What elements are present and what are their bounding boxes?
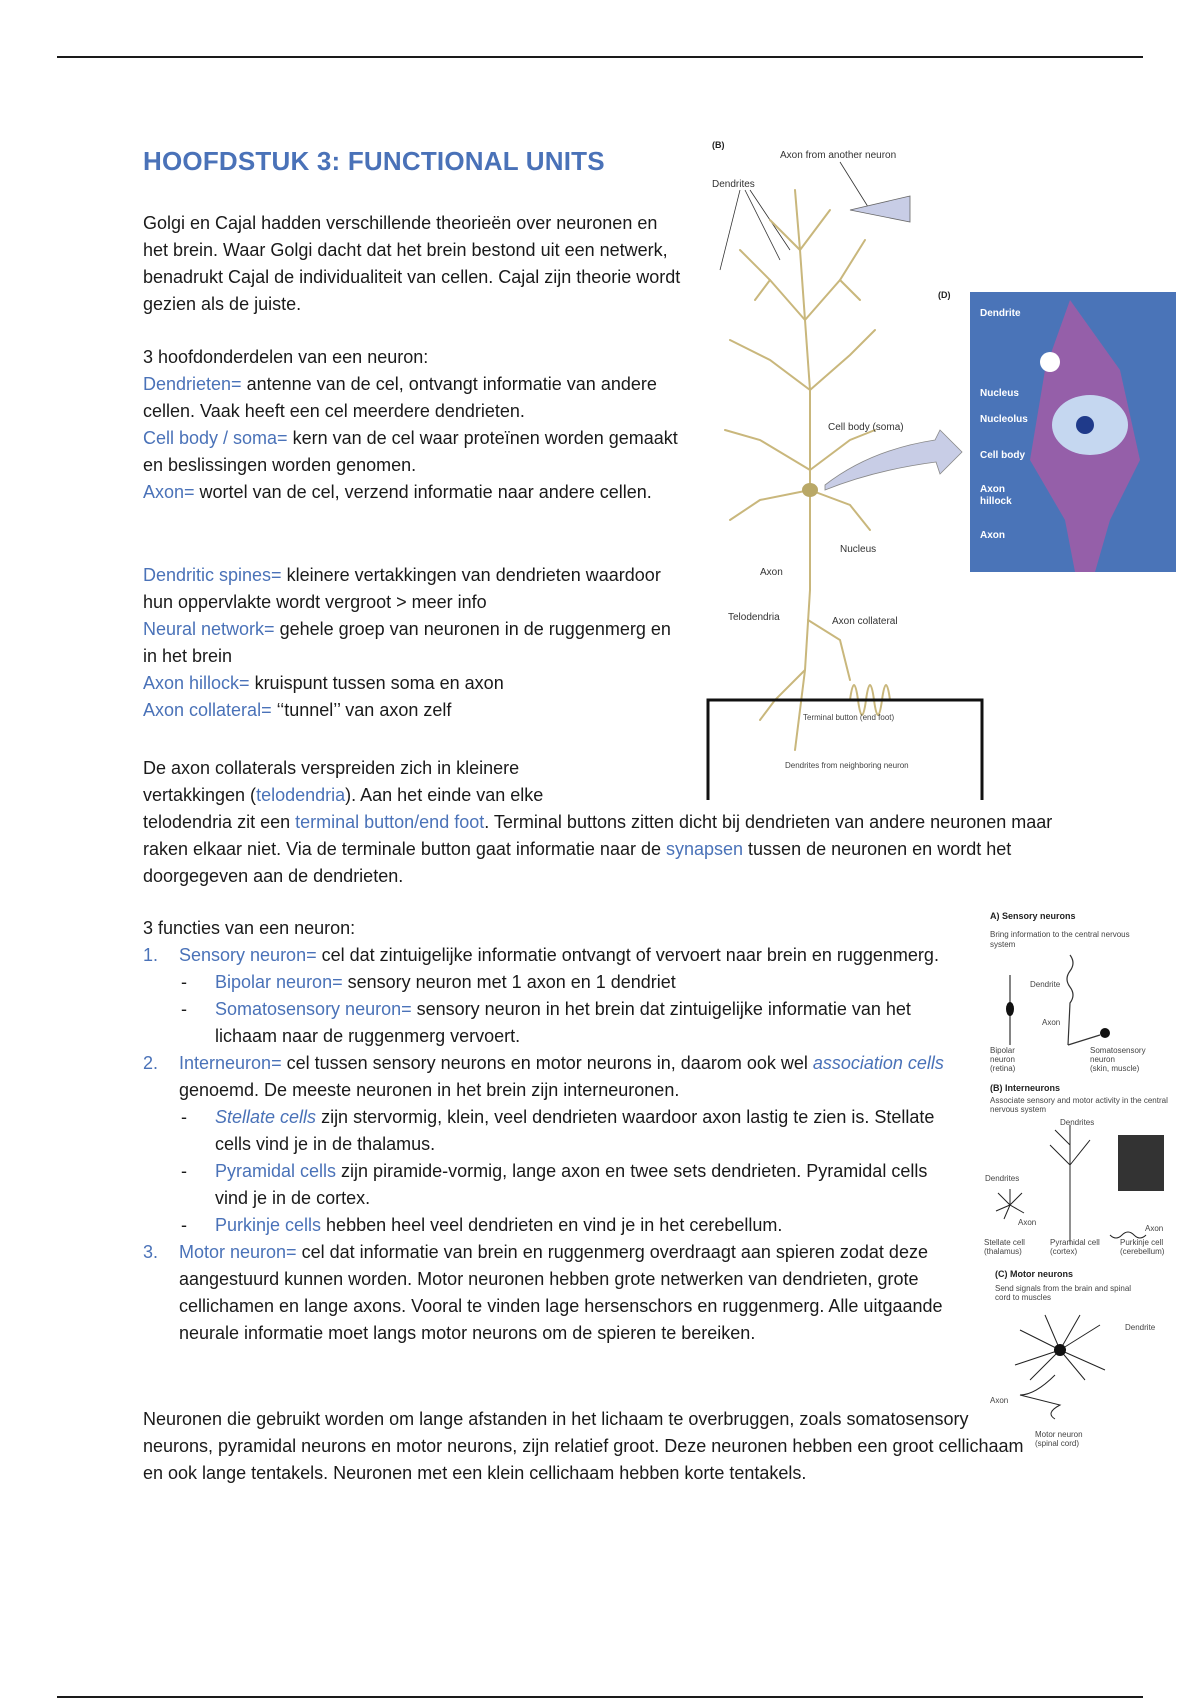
label-d-cell-body: Cell body xyxy=(980,450,1026,461)
vacuole-circle xyxy=(1040,352,1060,372)
panel-d-label: (D) xyxy=(938,290,951,300)
sub-item-bipolar xyxy=(143,969,963,996)
term-axon-collateral xyxy=(143,697,683,724)
label-motor-2: (spinal cord) xyxy=(1035,1439,1080,1448)
term-text: hebben heel veel dendrieten en vind je in het cerebellum. xyxy=(321,1215,783,1235)
zoom-arrow xyxy=(825,430,962,490)
label-pyramidal-1: Pyramidal cell xyxy=(1050,1238,1100,1247)
term-label: Bipolar neuron= xyxy=(215,972,343,992)
synapsen-term: synapsen xyxy=(665,839,744,859)
neuron-types-figure xyxy=(960,905,1180,1465)
bullet-dash: - xyxy=(181,999,187,1019)
motor-soma xyxy=(1054,1344,1066,1356)
label-c-sub-2: cord to muscles xyxy=(995,1293,1052,1302)
somatosensory-soma xyxy=(1100,1028,1110,1038)
label-bipolar-3: (retina) xyxy=(990,1064,1016,1073)
label-c-dendrite: Dendrite xyxy=(1125,1323,1156,1332)
term-label: Pyramidal cells xyxy=(215,1161,337,1181)
list-number: 3. xyxy=(143,1242,159,1262)
term-text: cel tussen sensory neurons en motor neurons in, daarom ook wel xyxy=(281,1053,813,1073)
label-a-axon: Axon xyxy=(1042,1018,1061,1027)
term-text: sensory neuron met 1 axon en 1 dendriet xyxy=(342,972,676,992)
term-label: Somatosensory neuron= xyxy=(215,999,412,1019)
list-item-sensory xyxy=(143,942,963,969)
label-motor-1: Motor neuron xyxy=(1035,1430,1083,1439)
term-label: Motor neuron= xyxy=(179,1242,297,1262)
label-purkinje-1: Purkinje cell xyxy=(1120,1238,1164,1247)
sub-item-pyramidal xyxy=(143,1158,963,1212)
term-label: Axon hillock= xyxy=(143,673,250,693)
term-text: ‘‘tunnel’’ van axon zelf xyxy=(271,700,452,720)
term-text: antenne van de cel, ontvangt informatie van andere cellen. Vaak heeft een cel meerdere dendrieten. xyxy=(143,374,657,421)
label-b-sub-1: Associate sensory and motor activity in the central xyxy=(990,1096,1168,1105)
label-a-sub-1: Bring information to the central nervous xyxy=(990,930,1130,939)
label-d-nucleus: Nucleus xyxy=(980,388,1019,399)
label-d-axon: Axon xyxy=(980,530,1005,541)
term-label: Neural network= xyxy=(143,619,275,639)
label-d-hillock-1: Axon xyxy=(980,484,1005,495)
term-neural-network xyxy=(143,616,683,670)
label-b-title: (B) Interneurons xyxy=(990,1083,1061,1093)
label-dendrites: Dendrites xyxy=(712,179,755,190)
telodendria-term: telodendria xyxy=(256,785,346,805)
part-dendrieten xyxy=(143,371,683,425)
label-bipolar-2: neuron xyxy=(990,1055,1015,1064)
label-cell-body: Cell body (soma) xyxy=(828,422,904,433)
intro-paragraph: Golgi en Cajal hadden verschillende theorieën over neuronen en het brein. Waar Golgi dacht dat het brein bestond uit een netwerk, benadrukt Cajal de individualiteit van cellen. Cajal zijn theorie wordt gezien als de juiste. xyxy=(143,213,681,314)
label-b-dendrites-2: Dendrites xyxy=(985,1174,1020,1183)
list-item-motor xyxy=(143,1239,963,1347)
neuron-anatomy-figure xyxy=(700,140,1180,800)
label-terminal-button: Terminal button (end foot) xyxy=(803,713,895,722)
label-a-title: A) Sensory neurons xyxy=(990,911,1076,921)
term-text: zijn stervormig, klein, veel dendrieten waardoor axon lastig te zien is. Stellate cells vind je in de thalamus. xyxy=(215,1107,935,1154)
label-d-nucleolus: Nucleolus xyxy=(980,414,1028,425)
association-cells-term: association cells xyxy=(812,1053,944,1073)
label-b-axon: Axon xyxy=(1018,1218,1037,1227)
footer-rule xyxy=(57,1696,1143,1698)
list-number: 1. xyxy=(143,945,159,965)
functions-section xyxy=(143,915,963,1347)
label-stellate-2: (thalamus) xyxy=(984,1247,1022,1256)
term-label: Purkinje cells xyxy=(215,1215,322,1235)
list-number: 2. xyxy=(143,1053,159,1073)
term-text: kleinere vertakkingen van dendrieten waardoor hun oppervlakte wordt vergroot > meer info xyxy=(143,565,661,612)
text-run: . Terminal buttons zitten dicht bij dendrieten van andere neuronen maar raken elkaar niet. Via de terminale button gaat informatie naar de xyxy=(143,812,1053,859)
label-axon: Axon xyxy=(760,567,783,578)
motor-neuron-drawing xyxy=(1015,1315,1105,1419)
label-c-sub-1: Send signals from the brain and spinal xyxy=(995,1284,1132,1293)
label-axon-collateral: Axon collateral xyxy=(832,616,898,627)
term-label: Sensory neuron= xyxy=(179,945,317,965)
term-axon-hillock xyxy=(143,670,683,697)
term-text: zijn piramide-vormig, lange axon en twee sets dendrieten. Pyramidal cells vind je in de cortex. xyxy=(215,1161,928,1208)
label-c-axon: Axon xyxy=(990,1396,1009,1405)
functions-list xyxy=(143,942,963,1347)
list-item-interneuron xyxy=(143,1050,963,1104)
header-rule xyxy=(57,56,1143,58)
term-label: Dendrieten= xyxy=(143,374,242,394)
functions-heading: 3 functies van een neuron: xyxy=(143,918,356,938)
sub-item-stellate xyxy=(143,1104,963,1158)
neuron-parts-heading: 3 hoofdonderdelen van een neuron: xyxy=(143,347,429,367)
bullet-dash: - xyxy=(181,1161,187,1181)
label-c-title: (C) Motor neurons xyxy=(995,1269,1073,1279)
label-axon-from-another: Axon from another neuron xyxy=(780,150,897,161)
label-dendrites-neighbor: Dendrites from neighboring neuron xyxy=(785,761,909,770)
label-b-axon-2: Axon xyxy=(1145,1224,1164,1233)
terminal-button-term: terminal button/end foot xyxy=(295,812,485,832)
term-label: Axon= xyxy=(143,482,195,502)
text-run: De axon collaterals verspreiden zich in kleinere vertakkingen ( xyxy=(143,758,520,805)
panel-b-label: (B) xyxy=(712,140,725,150)
bullet-dash: - xyxy=(181,972,187,992)
term-text: kruispunt tussen soma en axon xyxy=(249,673,504,693)
neuron-parts-section xyxy=(143,344,683,506)
sub-item-purkinje xyxy=(143,1212,963,1239)
bullet-dash: - xyxy=(181,1107,187,1127)
label-telodendria: Telodendria xyxy=(728,612,780,623)
label-a-sub-2: system xyxy=(990,940,1016,949)
label-stellate-1: Stellate cell xyxy=(984,1238,1025,1247)
label-purkinje-2: (cerebellum) xyxy=(1120,1247,1165,1256)
term-text: genoemd. De meeste neuronen in het brein zijn interneuronen. xyxy=(179,1080,680,1100)
label-somatosensory-2: neuron xyxy=(1090,1055,1115,1064)
terms-section xyxy=(143,562,683,724)
label-bipolar-1: Bipolar xyxy=(990,1046,1015,1055)
label-a-dendrite: Dendrite xyxy=(1030,980,1061,989)
bullet-dash: - xyxy=(181,1215,187,1235)
collaterals-lead xyxy=(143,755,603,809)
page-title: HOOFDSTUK 3: FUNCTIONAL UNITS xyxy=(143,146,605,176)
term-label: Stellate cells xyxy=(215,1107,317,1127)
nucleolus-shape xyxy=(1076,416,1094,434)
term-text: kern van de cel waar proteïnen worden gemaakt en beslissingen worden genomen. xyxy=(143,428,678,475)
part-axon xyxy=(143,479,683,506)
term-label: Cell body / soma= xyxy=(143,428,288,448)
label-somatosensory-1: Somatosensory xyxy=(1090,1046,1146,1055)
bipolar-soma xyxy=(1006,1002,1014,1016)
label-somatosensory-3: (skin, muscle) xyxy=(1090,1064,1140,1073)
soma-shape xyxy=(802,483,818,497)
text-run: tussen de neuronen en wordt het doorgegeven aan de dendrieten. xyxy=(143,839,1012,886)
label-pyramidal-2: (cortex) xyxy=(1050,1247,1078,1256)
term-label: Axon collateral= xyxy=(143,700,272,720)
purkinje-dendrite-mass xyxy=(1118,1135,1164,1191)
label-d-dendrite: Dendrite xyxy=(980,308,1021,319)
term-text: wortel van de cel, verzend informatie naar andere cellen. xyxy=(194,482,652,502)
text-run: telodendria zit een xyxy=(143,812,296,832)
sensory-neuron-drawings xyxy=(1010,955,1100,1045)
closing-paragraph: Neuronen die gebruikt worden om lange afstanden in het lichaam te overbruggen, zoals somatosensory neurons, pyramidal neurons en motor neurons, zijn relatief groot. Deze neuronen hebben een groot cellichaam en ook lange tentakels. Neuronen met een klein cellichaam hebben korte tentakels. xyxy=(143,1409,1024,1483)
term-text: gehele groep van neuronen in de ruggenmerg en in het brein xyxy=(143,619,671,666)
axon-terminal-shape xyxy=(850,196,910,222)
term-text: cel dat informatie van brein en ruggenmerg overdraagt aan spieren zodat deze aangestuurd kunnen worden. Motor neuronen hebben grote netwerken van dendrieten, grote cellichamen en lange axons. Vooral te vinden lage hersenschors en ruggenmerg. Alle uitgaande neurale informatie moet langs motor neurons om de spieren te bereiken. xyxy=(179,1242,943,1343)
part-cell-body xyxy=(143,425,683,479)
label-nucleus: Nucleus xyxy=(840,544,877,555)
label-b-dendrites: Dendrites xyxy=(1060,1118,1095,1127)
term-label: Interneuron= xyxy=(179,1053,282,1073)
term-text: sensory neuron in het brein dat zintuigelijke informatie van het lichaam naar de ruggenmerg vervoert. xyxy=(215,999,911,1046)
sub-item-somatosensory xyxy=(143,996,963,1050)
text-run: ). Aan het einde van elke xyxy=(345,785,544,805)
label-b-sub-2: nervous system xyxy=(990,1105,1047,1114)
term-label: Dendritic spines= xyxy=(143,565,282,585)
label-d-hillock-2: hillock xyxy=(980,496,1012,507)
term-dendritic-spines xyxy=(143,562,683,616)
term-text: cel dat zintuigelijke informatie ontvangt of vervoert naar brein en ruggenmerg. xyxy=(316,945,939,965)
